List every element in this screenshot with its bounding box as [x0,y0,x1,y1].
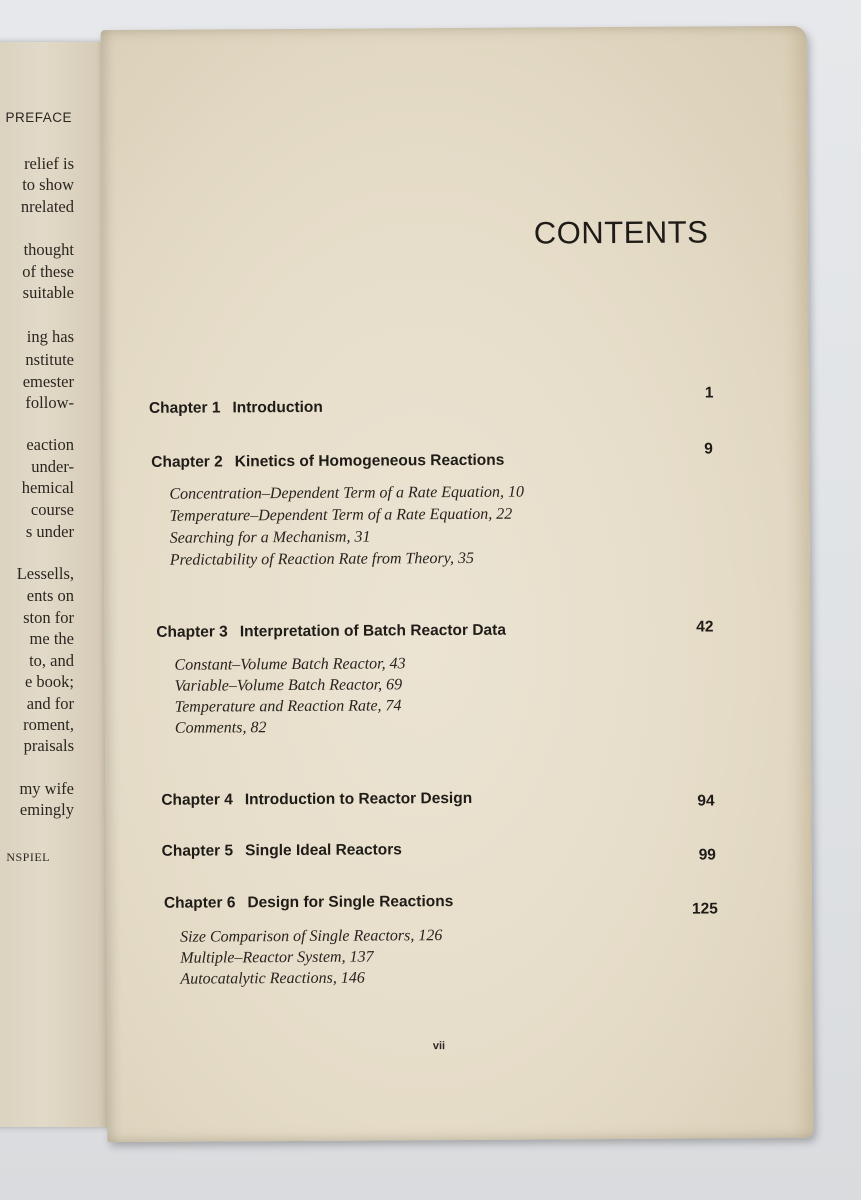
chapter-label: Chapter 4 [161,791,233,809]
section-entry: Temperature–Dependent Term of a Rate Equation, 22 [169,505,513,525]
preface-header: PREFACE [5,110,72,125]
preface-line: my wife [19,779,74,798]
chapter-title: Single Ideal Reactors [245,841,402,860]
preface-line: and for [26,694,74,713]
contents-title: CONTENTS [533,214,709,251]
preface-line: suitable [22,283,74,302]
section-entry: Comments, 82 [174,719,267,737]
chapter-title: Interpretation of Batch Reactor Data [239,621,506,641]
preface-line: of these [22,262,74,281]
chapter-page-number: 125 [691,900,718,918]
chapter-1-entry [149,399,323,418]
preface-line: emester [22,372,74,391]
preface-line: me the [29,629,74,648]
preface-line: Lessells, [16,564,74,583]
preface-line: e book; [24,672,74,691]
chapter-label: Chapter 6 [163,894,236,912]
section-entry: Size Comparison of Single Reactors, 126 [180,927,443,946]
chapter-label: Chapter 2 [151,453,223,471]
preface-line: praisals [23,736,74,755]
chapter-page-number: 94 [697,792,715,810]
chapter-6-entry [164,893,453,913]
chapter-3-entry [156,622,506,642]
chapter-page-number: 42 [696,618,714,636]
chapter-page-number: 99 [698,846,716,864]
section-entry: Predictability of Reaction Rate from Theory, 35 [169,549,474,569]
section-entry: Variable–Volume Batch Reactor, 69 [174,676,403,695]
preface-line: s under [25,522,74,541]
chapter-5-entry [162,841,402,860]
page-folio: vii [432,1040,446,1053]
preface-line: roment, [23,715,74,734]
chapter-4-entry [161,790,472,810]
section-entry: Constant–Volume Batch Reactor, 43 [174,655,406,674]
preface-line: under- [31,457,74,476]
chapter-title: Kinetics of Homogeneous Reactions [234,451,505,471]
section-entry: Multiple–Reactor System, 137 [180,948,374,967]
preface-line: follow- [25,393,74,412]
chapter-2-entry [151,452,504,472]
section-entry: Temperature and Reaction Rate, 74 [174,697,402,716]
section-entry: Concentration–Dependent Term of a Rate Equation, 10 [169,483,524,503]
preface-line: hemical [21,478,74,497]
section-entry: Searching for a Mechanism, 31 [169,528,371,547]
chapter-page-number: 1 [704,384,714,402]
preface-line: nrelated [20,197,74,216]
chapter-label: Chapter 5 [161,842,234,860]
preface-line: ston for [23,608,74,627]
chapter-label: Chapter 3 [156,623,228,641]
preface-line: to show [22,175,74,194]
preface-line: thought [23,240,74,259]
preface-line: nstitute [25,350,74,369]
chapter-title: Introduction [232,398,323,417]
preface-line: relief is [24,154,74,173]
contents-page [101,26,814,1142]
preface-line: eaction [26,435,74,454]
preface-line: to, and [29,651,74,670]
chapter-label: Chapter 1 [148,399,221,417]
chapter-title: Design for Single Reactions [247,893,454,912]
chapter-page-number: 9 [704,440,713,458]
chapter-title: Introduction to Reactor Design [244,789,473,809]
left-page-preface [0,42,118,1127]
preface-line: course [30,500,74,519]
section-entry: Autocatalytic Reactions, 146 [180,969,365,988]
preface-line: ents on [26,586,74,605]
preface-line: emingly [19,800,74,819]
preface-line: ing has [26,327,74,346]
preface-signature: NSPIEL [6,850,50,864]
